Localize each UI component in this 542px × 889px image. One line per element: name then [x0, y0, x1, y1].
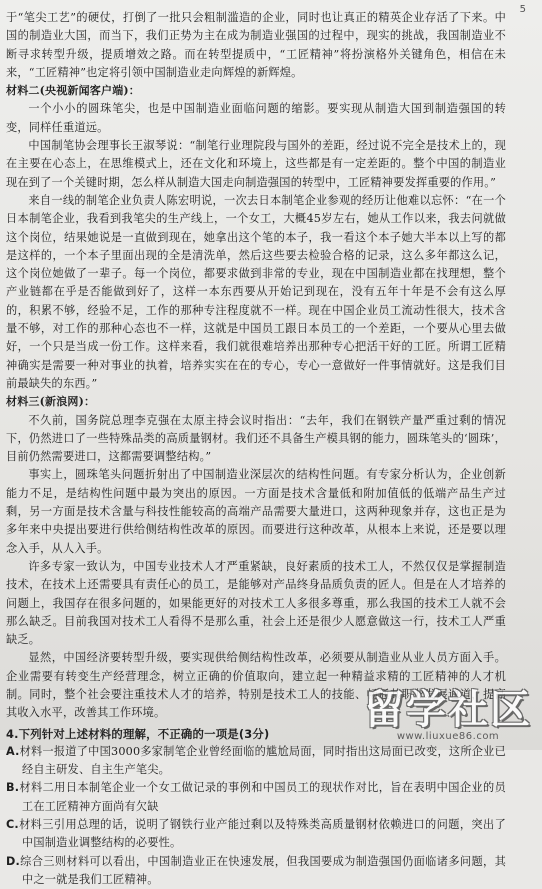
- material3-paragraph: 不久前，国务院总理李克强在太原主持会议时指出：“去年，我们在钢铁产量严重过剩的情况下，仍然进口了一些特殊品类的高质量钢材。我们还不具备生产模具钢的能力，圆珠笔头的‘圆珠’，目前仍然需要进口，这都需要调整结构。”: [6, 413, 506, 464]
- option-label: B.: [6, 781, 20, 795]
- watermark-url: www.liuxue86.com: [396, 731, 500, 742]
- option-text: 材料二用日本制笔企业一个女工做记录的事例和中国员工的现状作对比，旨在表明中国企业的员工在工匠精神方面尚有欠缺: [19, 781, 506, 813]
- option-text: 材料三引用总理的话，说明了钢铁行业产能过剩以及特殊类高质量钢材依赖进口的问题，突出了中国制造业调整结构的必要性。: [18, 818, 506, 850]
- material3-paragraph: 事实上，圆珠笔头问题折射出了中国制造业深层次的结构性问题。有专家分析认为，企业创新能力不足，是结构性问题中最为突出的原因。一方面是技术含量低和附加值低的低端产品生产过剩，另一方面是技术含量与科技性能较高的高端产品需要大量进口，这两种现象并存，这也正是为多年来中央提出要进行供给侧结构性改革的原因。而要进行这种改革，从根本上来说，还是要以理念入手，从人入手。: [6, 468, 506, 555]
- option-b: [6, 779, 506, 816]
- material2-paragraph: 一个小小的圆珠笔尖，也是中国制造业面临问题的缩影。要实现从制造大国到制造强国的转变，同样任重道远。: [6, 102, 506, 134]
- option-c: [6, 816, 506, 853]
- article-content: [6, 9, 506, 889]
- material3-paragraph: 显然，中国经济要转型升级，要实现供给侧结构性改革，必须要从制造业从业人员方面入手。企业需要有转变生产经营理念，树立正确的价值取向，建立起一种精益求精的工匠精神的人才机制。同时，整个社会要注重技术人才的培养，特别是技术工人的技能、畅通其职业发展通道，提高其收入水平，改善其工作环境。: [6, 651, 506, 720]
- watermark-logo-text: 留学社区: [364, 687, 532, 733]
- site-watermark: [364, 678, 532, 742]
- material3-title: 材料三(新浪网)：: [6, 395, 96, 409]
- material3-paragraph: 许多专家一致认为，中国专业技术人才严重紧缺，良好素质的技术工人，不然仅仅是掌握制造技术，在技术上还需要具有责任心的员工，是能够对产品终身品质负责的匠人。但是在人才培养的问题上，我国存在很多问题的，如果能更好的对技术工人多很多尊重，那么我国的技术工人就不会那么缺乏。目前我国对技术工人看得不是那么重，社会上还是很少人愿意做这一行，技术工人严重缺乏。: [6, 559, 506, 647]
- option-label: C.: [6, 818, 19, 832]
- option-d: [6, 853, 506, 889]
- page-number: 5: [519, 4, 526, 15]
- passage1-tail: 于“笔尖工艺”的硬仗，打倒了一批只会粗制滥造的企业，同时也让真正的精英企业存活了下来。中国的制造业大国，而当下，我们正势为主在成为制造业强国的过程中，现实的挑战，我国制造业不断寻求转型升级，提质增效之路。而在转型提质中，“工匠精神”将扮演格外关键角色，相信在未来，“工匠精神”也定将引领中国制造业走向辉煌的新辉煌。: [6, 11, 506, 79]
- option-text: 综合三则材料可以看出，中国制造业正在快速发展，但我国要成为制造强国仍面临诸多问题，其中之一就是我们工匠精神。: [19, 854, 506, 886]
- option-label: A.: [6, 744, 20, 758]
- question-title: 4.下列针对上述材料的理解，不正确的一项是(3分): [6, 726, 270, 741]
- material2-paragraph: 中国制笔协会理事长王淑琴说：“制笔行业理院段与国外的差距，经过说不完全是技术上的，现在主要在心态上，在思维模式上，还在文化和环境上，这些都是有一定差距的。整个中国的制造业现在到了一个关键时期，怎么样从制造大国走向制造强国的转型中，工匠精神要发挥重要的作用。”: [6, 139, 506, 189]
- material2-paragraph: 来自一线的制笔企业负责人陈宏明说，一次去日本制笔企业参观的经历让他难以忘怀：“在一个日本制笔企业，我看到我笔尖的生产线上，一个女工，大概45岁左右，她从工作以来，我去问就做这个岗位，结果她说是一直做到现在，她拿出这个笔的本子，我一看这个本子她大半本以上写的都是这样的，一个本子里面出现的全是清洗单，然后这些要去检验合格的记录，这么多年都这么记，这个岗位她做了一辈子。每一个岗位，都要求做到非常的专业，现在中国制造业都在找理想，整个产业链都在乎是否能做到好了，这样一本东西要从开始记到现在，没有五年十年是不会有这么厚的，积累不够，经验不足，工作的那种专注程度就不一样。现在中国企业员工流动性很大，技术含量不够，对工作的那种心态也不一样，这就是中国员工跟日本员工的一个差距，一个要从心里去做好，一个只是当成一份工作。这样来看，我们就很难培养出那种专心把活干好的工匠。所谓工匠精神确实是需要一种对事业的执着，培养实实在在的专心，专心一意做好一件事情就好。这是我们目前最缺失的东西。”: [6, 193, 506, 390]
- material2-title: 材料二(央视新闻客户端)：: [6, 84, 141, 98]
- option-a: [6, 743, 506, 780]
- option-text: 材料一报道了中国3000多家制笔企业曾经面临的尴尬局面，同时指出这局面已改变，这所企业已经自主研发、自主生产笔尖。: [19, 744, 506, 777]
- option-label: D.: [6, 854, 20, 868]
